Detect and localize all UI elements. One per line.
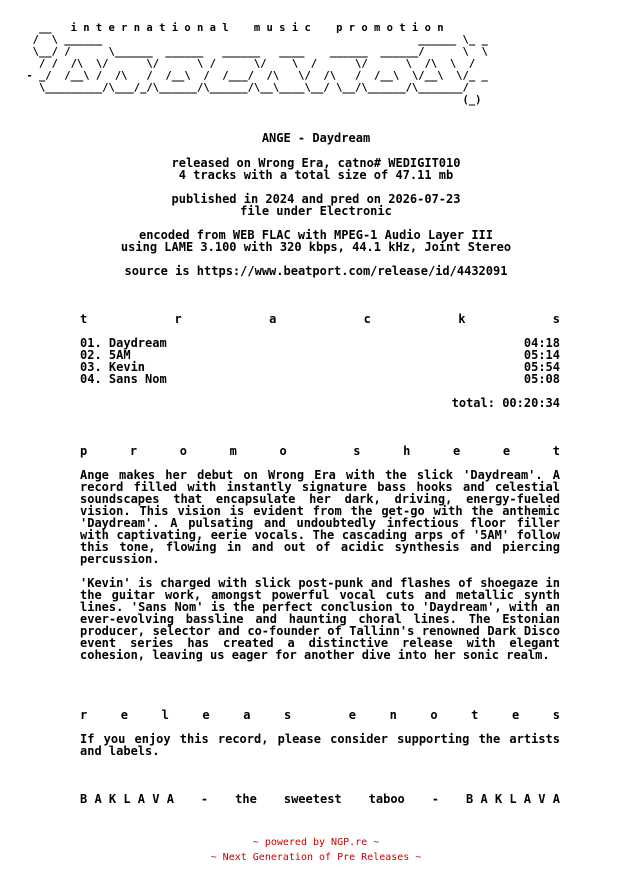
track-row — [80, 337, 560, 349]
promo-sheet-heading: p r o m o s h e e t — [80, 444, 560, 458]
release-notes-text: If you enjoy this record, please consider supporting the artists and labels. — [80, 732, 560, 758]
release-title: ANGE - Daydream — [261, 131, 371, 145]
published-line: published in 2024 and pred on 2026-07-23 — [171, 192, 461, 206]
track-title: 04. Sans Nom — [80, 372, 167, 386]
track-list — [80, 337, 560, 385]
encoded-line: encoded from WEB FLAC with MPEG-1 Audio Layer III — [138, 228, 493, 242]
track-row — [80, 373, 560, 385]
track-duration: 05:14 — [523, 348, 560, 362]
track-duration: 04:18 — [523, 336, 560, 350]
released-line: released on Wrong Era, catno# WEDIGIT010 — [171, 156, 461, 170]
release-notes-heading: r e l e a s e n o t e s — [80, 708, 560, 722]
track-title: 03. Kevin — [80, 360, 146, 374]
lame-line: using LAME 3.100 with 320 kbps, 44.1 kHz, Joint Stereo — [120, 240, 512, 254]
track-duration: 05:54 — [523, 360, 560, 374]
tracks-size-line: 4 tracks with a total size of 47.11 mb — [178, 168, 454, 182]
promo-paragraph-2: 'Kevin' is charged with slick post-punk and flashes of shoegaze in the guitar work, amongst powerful vocal cuts and metallic synth lines. 'Sans Nom' is the perfect conclusion to 'Daydream', with an ever-evolving bassline and haunting choral lines. The Estonian producer, selector and co-founder of Tallinn's renowned Dark Disco event series has created a distinctive release with elegant cohesion, leaving us eager for another dive into her sonic realm. — [80, 576, 560, 662]
genre-line: file under Electronic — [240, 204, 392, 218]
total-duration: total: 00:20:34 — [451, 396, 560, 410]
tracks-heading: t r a c k s — [80, 312, 560, 326]
promo-paragraph-1: Ange makes her debut on Wrong Era with the slick 'Daydream'. A record filled with instantly signature bass hooks and celestial soundscapes that encapsulate her dark, driving, energy-fueled vision. This vision is evident from the get-go with the anthemic 'Daydream'. A pulsating and undoubtedly infectious floor filler with captivating, eerie vocals. The cascading arps of '5AM' follow this tone, flowing in and out of acidic synthesis and piercing percussion. — [80, 468, 560, 566]
baklava-ascii-logo: __ i n t e r n a t i o n a l m u s i c p r o m o t i o n / \ ______ ______ \_ _ \__/ / \______ ______ ______ ____ ______ ______/ \ \ / / /\ \/ \/ \ / \/ \ / \/ \ /\ \ / - _/ /__\ / /\ / /__\ / /___/ /\ \/ /\ / /__\ \/__\ \/_ _ \_________/\___/_/\______/\______/\__\____\__/ \__/\______/\_______/ (_) — [26, 22, 488, 106]
powered-by-link[interactable]: ~ powered by NGP.re ~ — [252, 837, 380, 848]
track-title: 01. Daydream — [80, 336, 167, 350]
ngp-tagline: ~ Next Generation of Pre Releases ~ — [210, 852, 422, 863]
track-duration: 05:08 — [523, 372, 560, 386]
source-line: source is https://www.beatport.com/release/id/4432091 — [124, 264, 508, 278]
baklava-tagline: B A K L A V A - the sweetest taboo - B A K L A V A — [80, 792, 560, 806]
track-row — [80, 349, 560, 361]
track-title: 02. 5AM — [80, 348, 131, 362]
